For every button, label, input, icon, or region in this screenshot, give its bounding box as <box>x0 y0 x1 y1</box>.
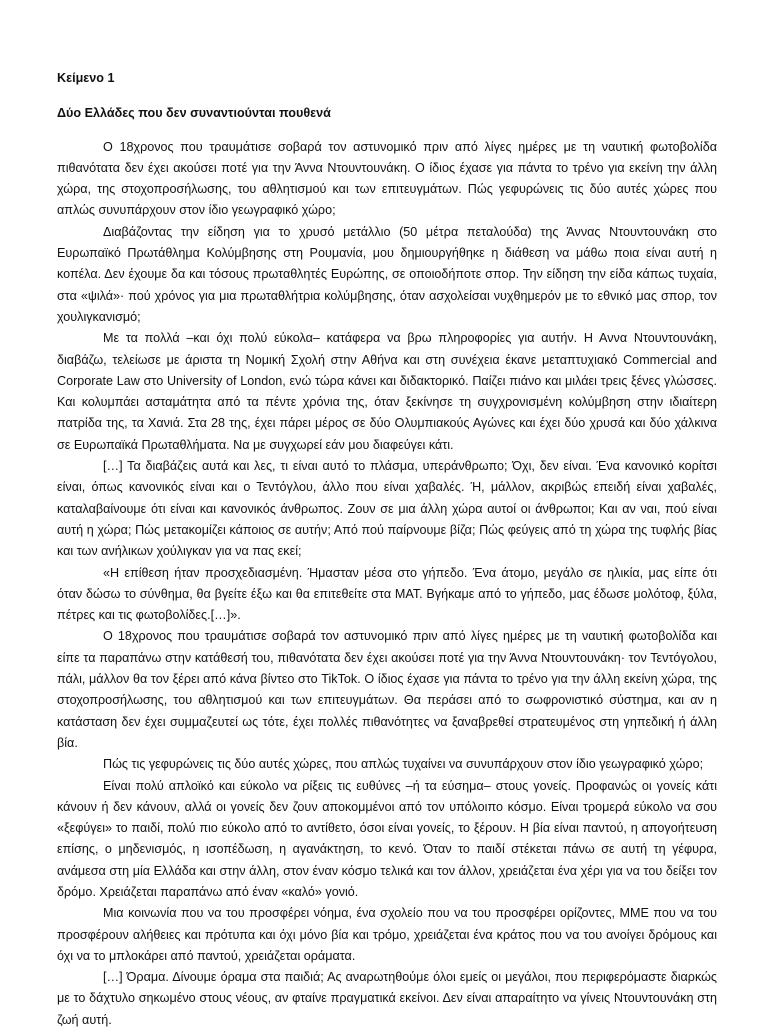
paragraph: Διαβάζοντας την είδηση για το χρυσό μετάλλιο (50 μέτρα πεταλούδα) της Άννας Ντουντουνάκη στο Ευρωπαϊκό Πρωτάθλημα Κολύμβησης στη Ρουμανία, μου δημιουργήθηκε η διάθεση να μάθω ποια είναι αυτή η κοπέλα. Δεν έχουμε δα και τόσους πρωταθλητές Ευρώπης, σε οποιοδήποτε σπορ. Την είδηση την είδα κάπως τυχαία, στα «ψιλά»· πού χρόνος για μια πρωταθλήτρια κολύμβησης, όταν ασχολείσαι νυχθημερόν με το εθνικό μας σπορ, τον χουλιγκανισμό; <box>57 224 717 324</box>
paragraph: Πώς τις γεφυρώνεις τις δύο αυτές χώρες, που απλώς τυχαίνει να συνυπάρχουν στον ίδιο γεωγραφικό χώρο; <box>103 757 704 772</box>
paragraph: […] Τα διαβάζεις αυτά και λες, τι είναι αυτό το πλάσμα, υπεράνθρωπο; Όχι, δεν είναι. Ένα κανονικό κορίτσι είναι, όπως κανονικός είναι και ο Τεντόγλου, άλλο που είναι χαβαλές. Ή, μάλλον, ακριβώς επειδή είναι χαβαλές, καταλαβαίνουμε ότι είναι και κανονικός άνθρωπος. Ζουν σε μια άλλη χώρα αυτοί οι άνθρωποι; Και αν ναι, πού είναι αυτή η χώρα; Πώς μετακομίζει κάποιος σε αυτήν; Από πού παίρνουμε βίζα; Πώς φεύγεις από τη χώρα της τυφλής βίας και των ανήλικων χούλιγκαν για να πας εκεί; <box>57 459 717 559</box>
text-label: Κείμενο 1 <box>57 71 115 85</box>
paragraph: Ο 18χρονος που τραυμάτισε σοβαρά τον αστυνομικό πριν από λίγες ημέρες με τη ναυτική φωτοβολίδα και είπε τα παραπάνω στην κατάθεσή του, πιθανότατα δεν έχει ακούσει ποτέ για την Άννα Ντουντουνάκη· τον Τεντόγολου, πάλι, μάλλον θα τον ξέρει από κάνα βίντεο στο TikTok. Ο ίδιος έχασε για πάντα το τρένο για την άλλη εκείνη χώρα, της στοχοπροσήλωσης, του αθλητισμού και των επιτευγμάτων. Θα περάσει από το σωφρονιστικό σύστημα, και αν η κατάσταση δεν έχει συμμαζευτεί ως τότε, έχει πολλές πιθανότητες να ξαναβρεθεί στρατευμένος στη γηπεδική ή άλλη βία. <box>57 629 717 750</box>
paragraph: Με τα πολλά –και όχι πολύ εύκολα– κατάφερα να βρω πληροφορίες για αυτήν. Η Αννα Ντουντουνάκη, διαβάζω, τελείωσε με άριστα τη Νομική Σχολή στην Αθήνα και στη συνέχεια έκανε μεταπτυχιακό Commercial and Corporate Law στο University of London, ενώ τώρα κάνει και διδακτορικό. Παίζει πιάνο και μιλάει τρεις ξένες γλώσσες. Και κολυμπάει ασταμάτητα από τα πέντε χρόνια της, όταν ξεκίνησε τη συγχρονισμένη κολύμβηση στην ιδιαίτερη πατρίδα της, τα Χανιά. Στα 28 της, έχει πάρει μέρος σε δύο Ολυμπιακούς Αγώνες και έχει δύο χρυσά και δύο χάλκινα σε Ευρωπαϊκά Πρωταθλήματα. Να με συγχωρεί εάν μου διαφεύγει κάτι. <box>57 331 717 452</box>
document-page <box>57 64 717 1031</box>
paragraph: Ο 18χρονος που τραυμάτισε σοβαρά τον αστυνομικό πριν από λίγες ημέρες με τη ναυτική φωτοβολίδα πιθανότατα δεν έχει ακούσει ποτέ για την Άννα Ντουντουνάκη. Ο ίδιος έχασε για πάντα το τρένο για εκείνη την άλλη χώρα, της στοχοπροσήλωσης, του αθλητισμού και των επιτευγμάτων. Πώς γεφυρώνεις τις δύο αυτές χώρες που απλώς συνυπάρχουν στον ίδιο γεωγραφικό χώρο; <box>57 139 717 218</box>
paragraph: Μια κοινωνία που να του προσφέρει νόημα, ένα σχολείο που να του προσφέρει ορίζοντες, ΜΜΕ που να του προσφέρουν αλήθειες και πρότυπα και όχι μόνο βία και τρόμο, χρειάζεται ένα κράτος που να του ανοίγει δρόμους και όχι να το μπλοκάρει από παντού, χρειάζεται οράματα. <box>57 906 717 963</box>
article-title: Δύο Ελλάδες που δεν συναντιούνται πουθενά <box>57 106 331 121</box>
quote-paragraph: «Η επίθεση ήταν προσχεδιασμένη. Ήμασταν μέσα στο γήπεδο. Ένα άτομο, μεγάλο σε ηλικία, μας είπε ότι όταν δώσω το σύνθημα, θα βγείτε έξω και θα επιτεθείτε στα ΜΑΤ. Βγήκαμε από το γήπεδο, μας έδωσε μολότοφ, ξύλα, πέτρες και τις φωτοβολίδες.[…]». <box>57 565 717 623</box>
paragraph: […] Όραμα. Δίνουμε όραμα στα παιδιά; Ας αναρωτηθούμε όλοι εμείς οι μεγάλοι, που περιφερόμαστε διαρκώς με το δάχτυλο σηκωμένο στους νέους, αν φταίνε πραγματικά εκείνοι. Δεν είναι απαραίτητο να γίνεις Ντουντουνάκη στη ζωή αυτή. <box>57 970 717 1027</box>
paragraph: Είναι πολύ απλοϊκό και εύκολο να ρίξεις τις ευθύνες –ή τα εύσημα– στους γονείς. Προφανώς οι γονείς κάτι κάνουν ή δεν κάνουν, αλλά οι γονείς δεν ζουν αποκομμένοι από τον υπόλοιπο κόσμο. Είναι τρομερά εύκολο να σου «ξεφύγει» το παιδί, πολύ πιο εύκολο από το αντίθετο, όσοι είναι γονείς, το ξέρουν. Η βία είναι παντού, η απογοήτευση επίσης, ο μηδενισμός, η ισοπέδωση, η αγανάκτηση, το κενό. Όταν το παιδί στέκεται πάνω σε αυτή τη γέφυρα, ανάμεσα στη μία Ελλάδα και στην άλλη, στον έναν κόσμο τελικά και τον άλλον, χρειάζεται ένα χέρι για να του δείξει τον δρόμο. Χρειάζεται παραπάνω από έναν «καλό» γονιό. <box>57 778 717 899</box>
